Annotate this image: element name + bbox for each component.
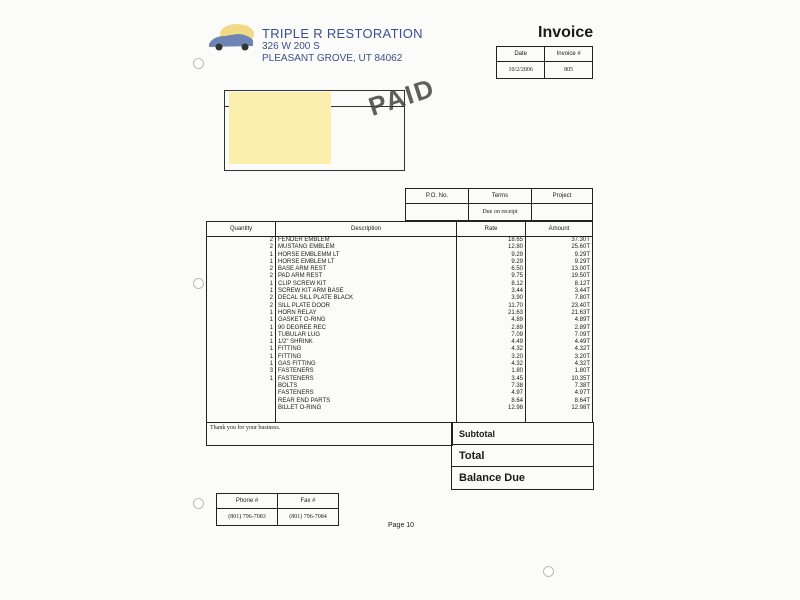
table-row bbox=[526, 368, 592, 375]
table-row bbox=[526, 383, 592, 390]
item-rate: 8.12 bbox=[511, 280, 523, 287]
table-row bbox=[276, 376, 456, 383]
table-row bbox=[526, 310, 592, 317]
item-rate: 4.32 bbox=[511, 346, 523, 353]
company-address-line1: 326 W 200 S bbox=[262, 41, 320, 52]
item-rate: 2.89 bbox=[511, 324, 523, 331]
contact-table bbox=[216, 493, 339, 526]
table-row bbox=[276, 354, 456, 361]
invoice-meta-table bbox=[496, 46, 593, 79]
sticky-note bbox=[229, 92, 331, 164]
table-row bbox=[457, 281, 525, 288]
item-quantity: 2 bbox=[269, 237, 273, 243]
item-rate: 9.75 bbox=[511, 273, 523, 280]
item-rate: 7.38 bbox=[511, 382, 523, 389]
table-row bbox=[457, 259, 525, 266]
table-row bbox=[276, 281, 456, 288]
binder-hole bbox=[193, 58, 204, 69]
item-amount: 1.80T bbox=[574, 368, 590, 375]
paid-stamp: PAID bbox=[364, 72, 440, 122]
table-row bbox=[276, 244, 456, 251]
item-description: SILL PLATE DOOR bbox=[278, 302, 331, 309]
description-list bbox=[276, 237, 456, 412]
item-rate: 4.32 bbox=[511, 361, 523, 368]
item-quantity: 2 bbox=[269, 244, 273, 251]
item-rate: 3.45 bbox=[511, 375, 523, 382]
table-row bbox=[526, 317, 592, 324]
table-row bbox=[457, 405, 525, 412]
quantity-header: Quantity bbox=[207, 222, 276, 237]
table-row bbox=[276, 252, 456, 259]
description-column bbox=[276, 237, 457, 423]
table-row bbox=[526, 303, 592, 310]
description-header: Description bbox=[276, 222, 457, 237]
item-description: FASTENERS bbox=[278, 390, 314, 397]
table-row bbox=[276, 266, 456, 273]
project-header: Project bbox=[532, 189, 593, 204]
table-row bbox=[207, 259, 275, 266]
table-row bbox=[526, 398, 592, 405]
company-address-line2: PLEASANT GROVE, UT 84062 bbox=[262, 53, 403, 64]
table-row bbox=[207, 252, 275, 259]
table-row bbox=[457, 237, 525, 244]
item-description: 1/2" SHRINK bbox=[278, 339, 313, 346]
item-description: SCREW KIT ARM BASE bbox=[278, 288, 344, 295]
item-quantity: 2 bbox=[269, 266, 273, 273]
table-row bbox=[276, 368, 456, 375]
item-amount: 9.29T bbox=[574, 251, 590, 258]
terms-value: Due on receipt bbox=[469, 204, 532, 221]
item-amount: 4.32T bbox=[574, 361, 590, 368]
item-description: MUSTANG EMBLEM bbox=[278, 244, 335, 251]
item-amount: 25.60T bbox=[571, 244, 590, 251]
table-row bbox=[276, 361, 456, 368]
table-row bbox=[276, 317, 456, 324]
table-row bbox=[207, 368, 275, 375]
item-description: BILLET O-RING bbox=[278, 404, 322, 411]
item-description: BASE ARM REST bbox=[278, 266, 327, 273]
item-quantity: 1 bbox=[269, 346, 273, 353]
company-block bbox=[262, 26, 423, 65]
item-amount: 21.63T bbox=[571, 309, 590, 316]
table-row bbox=[457, 361, 525, 368]
item-description: PAD ARM REST bbox=[278, 273, 323, 280]
invoice-number: 805 bbox=[545, 62, 593, 79]
item-quantity: 1 bbox=[269, 309, 273, 316]
fax-number: (801) 796-7084 bbox=[278, 509, 339, 526]
item-rate: 4.89 bbox=[511, 317, 523, 324]
item-rate: 11.70 bbox=[508, 302, 523, 309]
table-row bbox=[457, 339, 525, 346]
table-row bbox=[207, 273, 275, 280]
item-description: GAS FITTING bbox=[278, 361, 316, 368]
table-row bbox=[276, 339, 456, 346]
table-row bbox=[457, 354, 525, 361]
balance-due-label: Balance Due bbox=[459, 472, 526, 484]
table-row bbox=[457, 332, 525, 339]
table-row bbox=[207, 317, 275, 324]
item-amount: 4.97T bbox=[574, 390, 590, 397]
item-amount: 10.35T bbox=[571, 375, 590, 382]
item-rate: 18.65 bbox=[507, 237, 523, 243]
table-row bbox=[457, 310, 525, 317]
table-row bbox=[207, 376, 275, 383]
amount-header: Amount bbox=[526, 222, 593, 237]
table-row bbox=[457, 346, 525, 353]
table-row bbox=[276, 398, 456, 405]
fax-header: Fax # bbox=[278, 494, 339, 509]
item-rate: 4.49 bbox=[511, 339, 523, 346]
page-number: Page 10 bbox=[388, 522, 415, 529]
thanks-box bbox=[206, 422, 453, 446]
item-rate: 21.63 bbox=[507, 309, 523, 316]
item-quantity: 1 bbox=[269, 353, 273, 360]
table-row bbox=[457, 376, 525, 383]
phone-header: Phone # bbox=[217, 494, 278, 509]
rate-column bbox=[457, 237, 526, 423]
table-row bbox=[207, 346, 275, 353]
item-description: REAR END PARTS bbox=[278, 397, 331, 404]
table-row bbox=[207, 361, 275, 368]
line-items-table bbox=[206, 221, 593, 423]
terms-header: Terms bbox=[469, 189, 532, 204]
project-value bbox=[532, 204, 593, 221]
table-row bbox=[457, 288, 525, 295]
table-row bbox=[457, 266, 525, 273]
table-row bbox=[526, 390, 592, 397]
table-row bbox=[276, 383, 456, 390]
table-row bbox=[276, 303, 456, 310]
table-row bbox=[207, 325, 275, 332]
item-rate: 1.80 bbox=[511, 368, 523, 375]
table-row bbox=[276, 325, 456, 332]
item-amount: 8.12T bbox=[574, 280, 590, 287]
binder-hole bbox=[543, 566, 554, 577]
table-row bbox=[457, 273, 525, 280]
item-quantity: 2 bbox=[269, 295, 273, 302]
item-description: HORSE EMBLEM LT bbox=[278, 258, 335, 265]
item-description: 90 DEGREE REC bbox=[278, 324, 327, 331]
table-row bbox=[207, 303, 275, 310]
item-description: GASKET O-RING bbox=[278, 317, 326, 324]
quantity-column bbox=[207, 237, 276, 423]
table-row bbox=[276, 273, 456, 280]
binder-hole bbox=[193, 278, 204, 289]
table-row bbox=[457, 303, 525, 310]
item-rate: 12.98 bbox=[507, 404, 523, 411]
table-row bbox=[457, 295, 525, 302]
table-row bbox=[207, 288, 275, 295]
item-rate: 4.97 bbox=[511, 390, 523, 397]
item-quantity: 1 bbox=[269, 288, 273, 295]
item-description: CLIP SCREW KIT bbox=[278, 280, 327, 287]
table-row bbox=[526, 273, 592, 280]
table-row bbox=[276, 346, 456, 353]
table-row bbox=[457, 325, 525, 332]
invoice-number-header: Invoice # bbox=[545, 47, 593, 62]
subtotal-label: Subtotal bbox=[452, 423, 593, 445]
item-amount: 8.64T bbox=[574, 397, 590, 404]
item-quantity: 2 bbox=[269, 302, 273, 309]
item-amount: 37.30T bbox=[571, 237, 590, 243]
amount-list bbox=[526, 237, 592, 412]
item-rate: 3.90 bbox=[511, 295, 523, 302]
table-row bbox=[276, 237, 456, 244]
item-amount: 7.38T bbox=[574, 382, 590, 389]
item-rate: 9.29 bbox=[511, 251, 523, 258]
invoice-title: Invoice bbox=[538, 24, 594, 41]
table-row bbox=[207, 295, 275, 302]
item-rate: 3.20 bbox=[511, 353, 523, 360]
item-description: BOLTS bbox=[278, 382, 298, 389]
company-name: TRIPLE R RESTORATION bbox=[262, 26, 423, 41]
table-row bbox=[207, 354, 275, 361]
table-row bbox=[207, 339, 275, 346]
table-row bbox=[526, 281, 592, 288]
item-description: HORN RELAY bbox=[278, 309, 317, 316]
item-quantity: 1 bbox=[269, 324, 273, 331]
item-amount: 4.49T bbox=[574, 339, 590, 346]
quantity-list bbox=[207, 237, 275, 383]
item-quantity: 1 bbox=[269, 258, 273, 265]
item-amount: 19.50T bbox=[571, 273, 590, 280]
table-row bbox=[526, 237, 592, 244]
table-row bbox=[457, 398, 525, 405]
table-row bbox=[457, 244, 525, 251]
item-quantity: 1 bbox=[269, 280, 273, 287]
item-amount: 7.09T bbox=[574, 331, 590, 338]
item-quantity: 1 bbox=[269, 339, 273, 346]
item-rate: 7.09 bbox=[511, 331, 523, 338]
thanks-message: Thank you for your business. bbox=[210, 425, 281, 431]
item-rate: 6.50 bbox=[511, 266, 523, 273]
table-row bbox=[526, 259, 592, 266]
totals-box bbox=[451, 422, 594, 490]
table-row bbox=[526, 295, 592, 302]
item-description: FASTENERS bbox=[278, 368, 314, 375]
table-row bbox=[457, 252, 525, 259]
total-label: Total bbox=[452, 445, 593, 467]
item-rate: 9.29 bbox=[511, 258, 523, 265]
invoice-date: 10/2/2006 bbox=[497, 62, 545, 79]
order-terms-table bbox=[405, 188, 593, 221]
item-description: HORSE EMBLEMM LT bbox=[278, 251, 340, 258]
rate-header: Rate bbox=[457, 222, 526, 237]
table-row bbox=[526, 252, 592, 259]
table-row bbox=[457, 390, 525, 397]
table-row bbox=[526, 325, 592, 332]
table-row bbox=[207, 266, 275, 273]
item-quantity: 1 bbox=[269, 251, 273, 258]
table-row bbox=[526, 354, 592, 361]
company-logo bbox=[207, 22, 257, 54]
table-row bbox=[526, 346, 592, 353]
table-row bbox=[276, 295, 456, 302]
table-row bbox=[207, 244, 275, 251]
po-number-value bbox=[406, 204, 469, 221]
item-amount: 7.80T bbox=[574, 295, 590, 302]
table-row bbox=[276, 390, 456, 397]
table-row bbox=[207, 332, 275, 339]
item-amount: 3.44T bbox=[574, 288, 590, 295]
table-row bbox=[457, 368, 525, 375]
table-row bbox=[276, 332, 456, 339]
rate-list bbox=[457, 237, 525, 412]
binder-hole bbox=[193, 498, 204, 509]
item-amount: 12.98T bbox=[571, 404, 590, 411]
item-amount: 9.29T bbox=[574, 258, 590, 265]
item-description: DECAL SILL PLATE BLACK bbox=[278, 295, 354, 302]
table-row bbox=[526, 339, 592, 346]
po-number-header: P.O. No. bbox=[406, 189, 469, 204]
item-amount: 4.89T bbox=[574, 317, 590, 324]
item-quantity: 1 bbox=[269, 331, 273, 338]
table-row bbox=[526, 288, 592, 295]
item-description: TUBULAR LUG bbox=[278, 331, 321, 338]
item-description: FITTING bbox=[278, 353, 302, 360]
item-quantity: 1 bbox=[269, 375, 273, 382]
item-amount: 3.20T bbox=[574, 353, 590, 360]
item-amount: 13.00T bbox=[571, 266, 590, 273]
table-row bbox=[207, 310, 275, 317]
table-row bbox=[207, 281, 275, 288]
date-header: Date bbox=[497, 47, 545, 62]
item-description: FENDER EMBLEM bbox=[278, 237, 330, 243]
table-row bbox=[526, 266, 592, 273]
item-description: FASTENERS bbox=[278, 375, 314, 382]
item-quantity: 1 bbox=[269, 317, 273, 324]
amount-column bbox=[526, 237, 593, 423]
table-row bbox=[457, 317, 525, 324]
table-row bbox=[457, 383, 525, 390]
item-amount: 4.32T bbox=[574, 346, 590, 353]
table-row bbox=[207, 237, 275, 244]
item-quantity: 2 bbox=[269, 273, 273, 280]
item-amount: 23.40T bbox=[571, 302, 590, 309]
item-description: FITTING bbox=[278, 346, 302, 353]
table-row bbox=[276, 405, 456, 412]
item-quantity: 1 bbox=[269, 361, 273, 368]
table-row bbox=[526, 405, 592, 412]
item-quantity: 3 bbox=[269, 368, 273, 375]
table-row bbox=[276, 259, 456, 266]
table-row bbox=[526, 332, 592, 339]
item-rate: 3.44 bbox=[511, 288, 523, 295]
table-row bbox=[526, 244, 592, 251]
item-rate: 8.64 bbox=[511, 397, 523, 404]
phone-number: (801) 796-7083 bbox=[217, 509, 278, 526]
table-row bbox=[526, 361, 592, 368]
table-row bbox=[276, 288, 456, 295]
table-row bbox=[526, 376, 592, 383]
item-amount: 2.89T bbox=[574, 324, 590, 331]
item-rate: 12.80 bbox=[507, 244, 523, 251]
table-row bbox=[276, 310, 456, 317]
